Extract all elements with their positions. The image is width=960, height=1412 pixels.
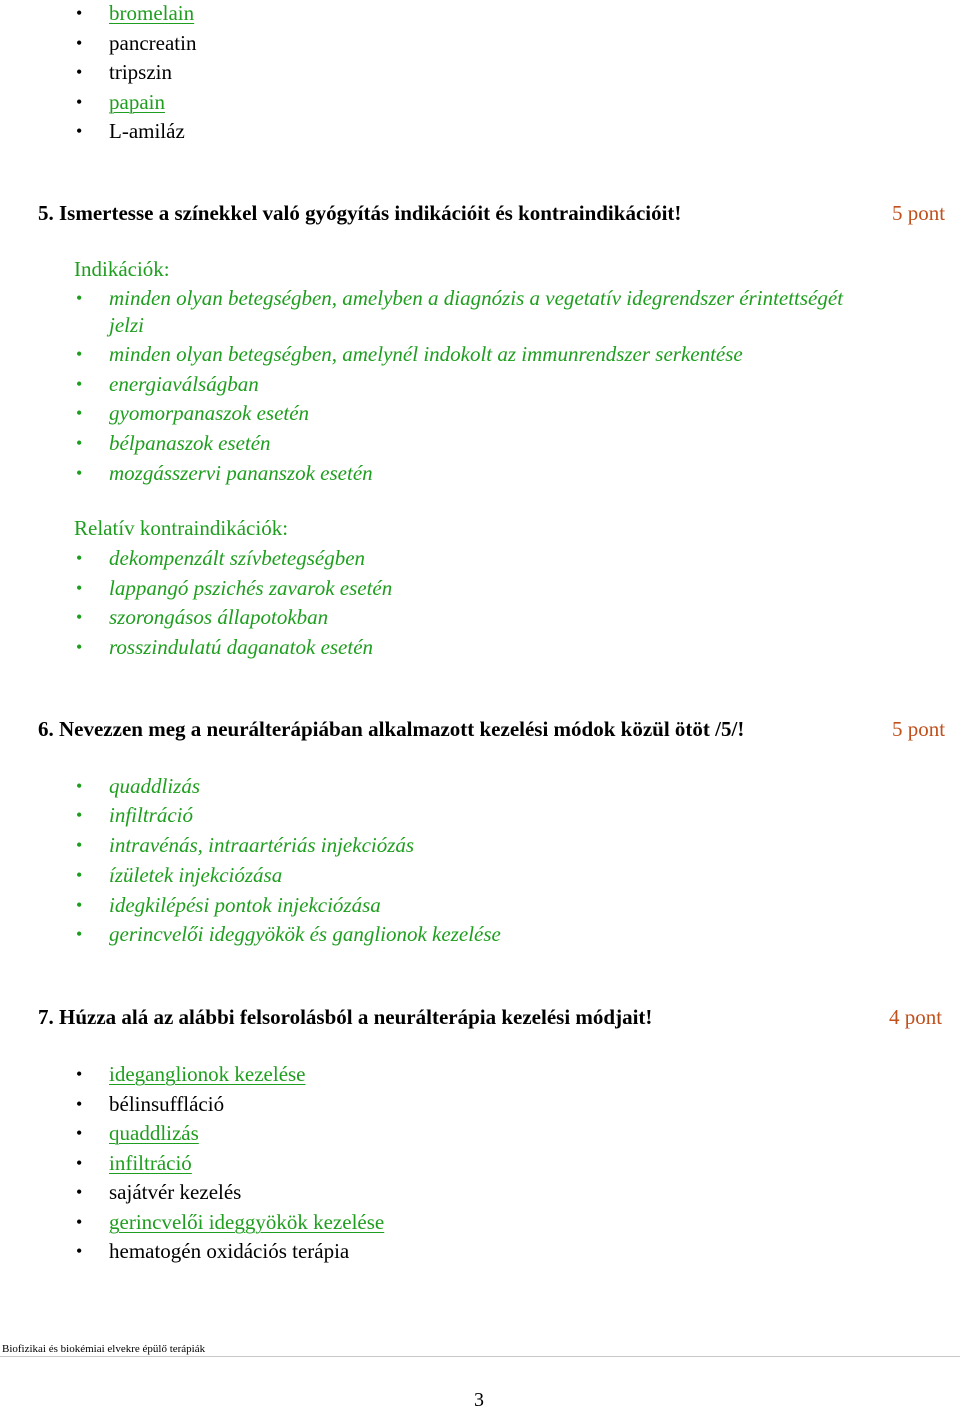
- answer-item: ízületek injekciózása: [109, 863, 283, 887]
- answer-item: idegkilépési pontok injekciózása: [109, 893, 381, 917]
- indication-item-continued: jelzi: [109, 313, 144, 337]
- contraindication-item: rosszindulatú daganatok esetén: [109, 635, 374, 659]
- option-text: sajátvér kezelés: [109, 1180, 242, 1204]
- footer-text: Biofizikai és biokémiai elvekre épülő terápiák: [2, 1343, 206, 1355]
- bullet-icon: •: [76, 1182, 83, 1202]
- answer-item: infiltráció: [109, 803, 193, 827]
- option-text: bélinsuffláció: [109, 1092, 225, 1116]
- option-text: hematogén oxidációs terápia: [109, 1239, 350, 1263]
- contraindication-item: lappangó pszichés zavarok esetén: [109, 576, 393, 600]
- bullet-icon: •: [76, 776, 83, 796]
- option-answer: quaddlizás: [109, 1121, 199, 1145]
- question-text: 5. Ismertesse a színekkel való gyógyítás indikációit és kontraindikációit!: [38, 201, 682, 225]
- option-text: L-amiláz: [109, 119, 185, 143]
- bullet-icon: •: [76, 33, 83, 53]
- option-answer: papain: [109, 90, 165, 114]
- bullet-icon: •: [76, 433, 83, 453]
- bullet-icon: •: [76, 1123, 83, 1143]
- bullet-icon: •: [76, 865, 83, 885]
- bullet-icon: •: [76, 463, 83, 483]
- bullet-icon: •: [76, 924, 83, 944]
- indication-item: gyomorpanaszok esetén: [109, 401, 310, 425]
- bullet-icon: •: [76, 3, 83, 23]
- page-number: 3: [474, 1389, 484, 1411]
- answer-item: intravénás, intraartériás injekciózás: [109, 833, 415, 857]
- bullet-icon: •: [76, 62, 83, 82]
- option-answer: gerincvelői ideggyökök kezelése: [109, 1210, 385, 1234]
- answer-item: gerincvelői ideggyökök és ganglionok kezelése: [109, 922, 501, 946]
- bullet-icon: •: [76, 607, 83, 627]
- bullet-icon: •: [76, 1064, 83, 1084]
- bullet-icon: •: [76, 1212, 83, 1232]
- bullet-icon: •: [76, 121, 83, 141]
- bullet-icon: •: [76, 578, 83, 598]
- question-text: 6. Nevezzen meg a neurálterápiában alkalmazott kezelési módok közül ötöt /5/!: [38, 717, 745, 741]
- indications-heading: Indikációk:: [74, 257, 170, 281]
- bullet-icon: •: [76, 403, 83, 423]
- bullet-icon: •: [76, 1094, 83, 1114]
- footer-rule: [0, 1356, 960, 1357]
- contraindication-item: dekompenzált szívbetegségben: [109, 546, 366, 570]
- indication-item: minden olyan betegségben, amelyben a diagnózis a vegetatív idegrendszer érintettségét: [109, 286, 844, 310]
- bullet-icon: •: [76, 835, 83, 855]
- indication-item: minden olyan betegségben, amelynél indokolt az immunrendszer serkentése: [109, 342, 743, 366]
- option-text: pancreatin: [109, 31, 197, 55]
- contraindications-heading: Relatív kontraindikációk:: [74, 516, 289, 540]
- indication-item: bélpanaszok esetén: [109, 431, 271, 455]
- bullet-icon: •: [76, 344, 83, 364]
- bullet-icon: •: [76, 637, 83, 657]
- indication-item: energiaválságban: [109, 372, 259, 396]
- indication-item: mozgásszervi pananszok esetén: [109, 461, 373, 485]
- option-answer: bromelain: [109, 1, 195, 25]
- bullet-icon: •: [76, 548, 83, 568]
- bullet-icon: •: [76, 92, 83, 112]
- option-answer: infiltráció: [109, 1151, 192, 1175]
- bullet-icon: •: [76, 1241, 83, 1261]
- bullet-icon: •: [76, 805, 83, 825]
- points-label: 5 pont: [892, 201, 946, 225]
- bullet-icon: •: [76, 1153, 83, 1173]
- points-label: 4 pont: [889, 1005, 943, 1029]
- contraindication-item: szorongásos állapotokban: [109, 605, 329, 629]
- bullet-icon: •: [76, 374, 83, 394]
- bullet-icon: •: [76, 288, 83, 308]
- bullet-icon: •: [76, 895, 83, 915]
- option-text: tripszin: [109, 60, 172, 84]
- question-text: 7. Húzza alá az alábbi felsorolásból a neurálterápia kezelési módjait!: [38, 1005, 653, 1029]
- option-answer: ideganglionok kezelése: [109, 1062, 306, 1086]
- answer-item: quaddlizás: [109, 774, 201, 798]
- points-label: 5 pont: [892, 717, 946, 741]
